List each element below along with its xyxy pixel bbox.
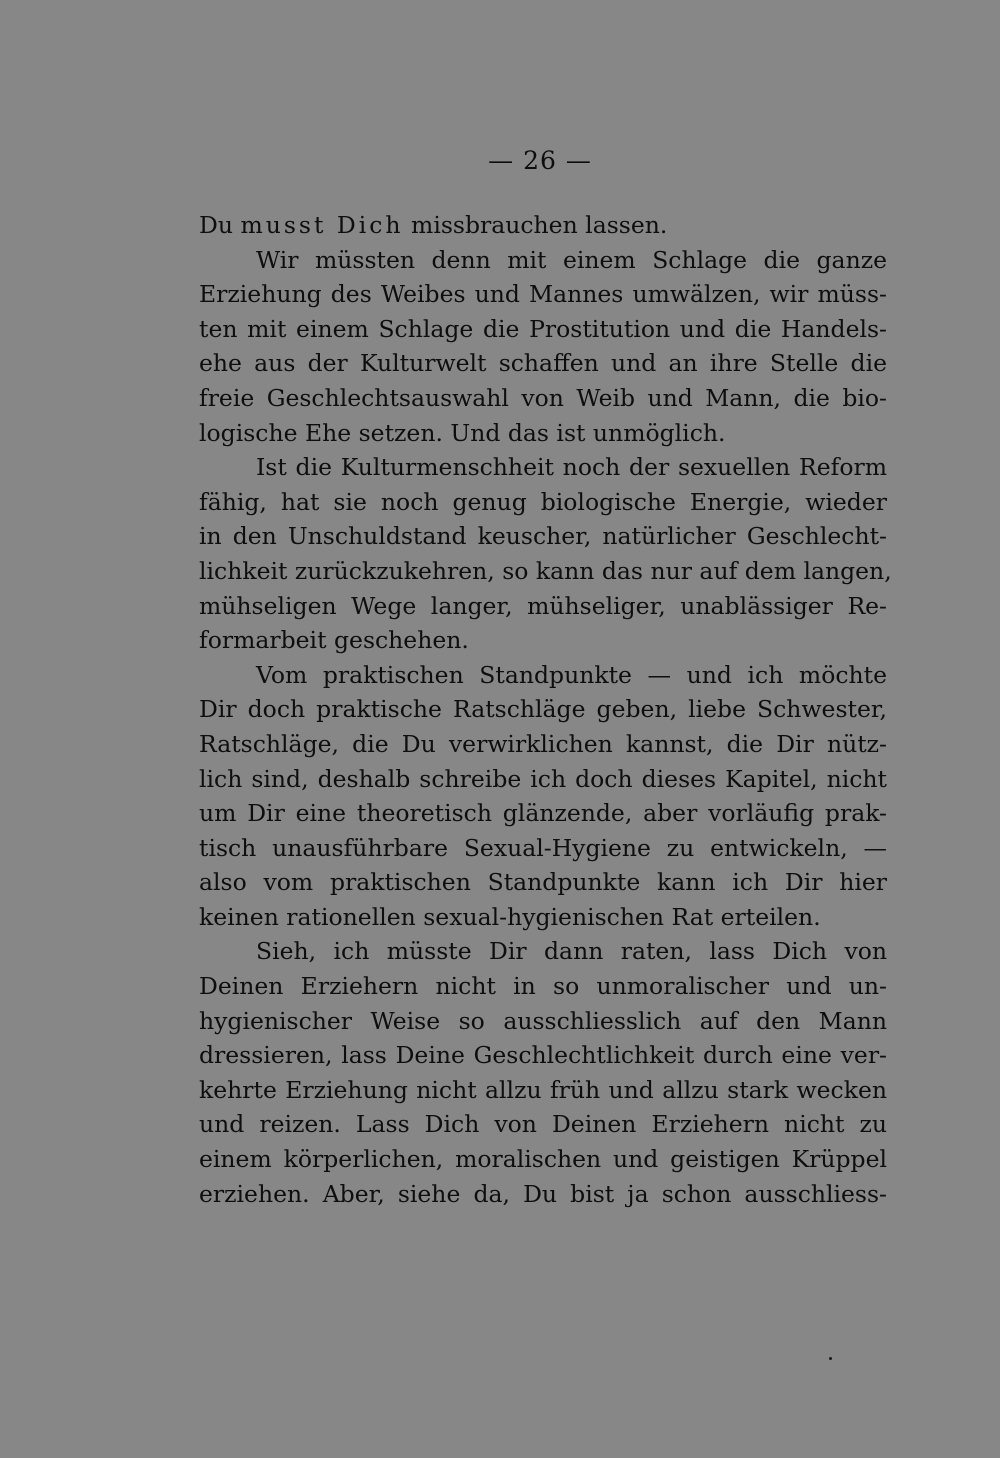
emphasized-text: musst Dich: [240, 211, 404, 239]
text-segment: Du: [199, 211, 241, 239]
text-line: Vom praktischen Standpunkte — und ich möchte: [256, 660, 887, 689]
text-line: Deinen Erziehern nicht in so unmoralischer und un-: [199, 972, 887, 1001]
text-line: hygienischer Weise so ausschliesslich auf den Mann: [199, 1006, 887, 1035]
body-text: [199, 208, 892, 1211]
text-line: keinen rationellen sexual-hygienischen Rat erteilen.: [199, 902, 821, 931]
text-segment: missbrauchen lassen.: [403, 211, 668, 239]
text-line: lichkeit zurückzukehren, so kann das nur auf dem langen,: [199, 556, 892, 585]
text-line: logische Ehe setzen. Und das ist unmöglich.: [199, 418, 726, 447]
text-line: und reizen. Lass Dich von Deinen Erziehern nicht zu: [199, 1110, 887, 1139]
text-line: dressieren, lass Deine Geschlechtlichkeit durch eine ver-: [199, 1041, 887, 1070]
text-line: mühseligen Wege langer, mühseliger, unablässiger Re-: [199, 591, 887, 620]
text-line: Erziehung des Weibes und Mannes umwälzen, wir müss-: [199, 280, 887, 309]
paper-speck: [829, 1357, 832, 1360]
text-line: in den Unschuldstand keuscher, natürlicher Geschlecht-: [199, 522, 887, 551]
text-line: freie Geschlechtsauswahl von Weib und Mann, die bio-: [199, 383, 887, 412]
text-line: [199, 208, 887, 243]
text-line: Ratschläge, die Du verwirklichen kannst, die Dir nütz-: [199, 729, 887, 758]
text-line: erziehen. Aber, siehe da, Du bist ja schon ausschliess-: [199, 1179, 887, 1208]
text-line: Dir doch praktische Ratschläge geben, liebe Schwester,: [199, 695, 887, 724]
text-line: fähig, hat sie noch genug biologische Energie, wieder: [199, 487, 887, 516]
text-line: einem körperlichen, moralischen und geistigen Krüppel: [199, 1145, 887, 1174]
text-line: tisch unausführbare Sexual-Hygiene zu entwickeln, —: [199, 833, 887, 862]
text-line: Sieh, ich müsste Dir dann raten, lass Dich von: [256, 937, 887, 966]
page-number: — 26 —: [488, 146, 592, 175]
text-line: lich sind, deshalb schreibe ich doch dieses Kapitel, nicht: [199, 764, 887, 793]
text-line: also vom praktischen Standpunkte kann ich Dir hier: [199, 868, 887, 897]
text-line: kehrte Erziehung nicht allzu früh und allzu stark wecken: [199, 1075, 887, 1104]
text-line: ten mit einem Schlage die Prostitution und die Handels-: [199, 314, 887, 343]
text-line: um Dir eine theoretisch glänzende, aber vorläufig prak-: [199, 799, 887, 828]
text-line: Ist die Kulturmenschheit noch der sexuellen Reform: [256, 453, 887, 482]
text-line: ehe aus der Kulturwelt schaffen und an ihre Stelle die: [199, 349, 887, 378]
text-line: Wir müssten denn mit einem Schlage die ganze: [256, 245, 887, 274]
text-line: formarbeit geschehen.: [199, 626, 469, 655]
